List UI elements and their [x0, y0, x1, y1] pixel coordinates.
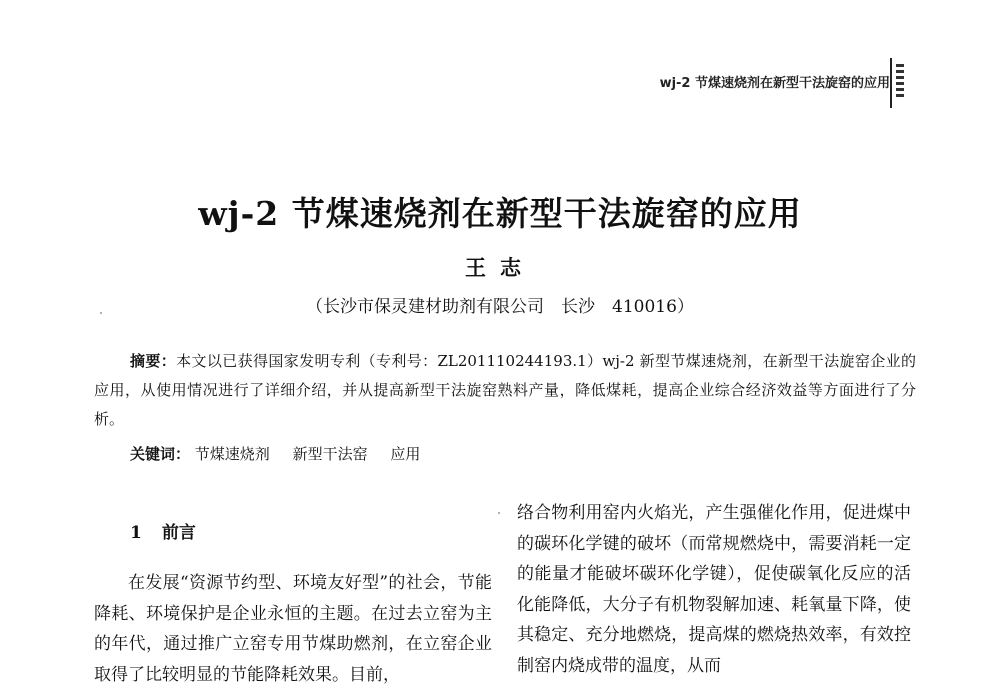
- body-paragraph: 络合物利用窑内火焰光，产生强催化作用，促进煤中的碳环化学键的破坏（而常规燃烧中，需要消耗一定的能量才能破坏碳环化学键），促使碳氧化反应的活化能降低，大分子有机物裂解加速、耗氧量下降，使其稳定、充分地燃烧，提高煤的燃烧热效率，有效控制窑内烧成带的温度，从而: [517, 503, 911, 676]
- keywords-label: 关键词：: [130, 445, 191, 463]
- keyword-item: 应用: [390, 445, 421, 463]
- running-header: wj-2 节煤速烧剂在新型干法旋窑的应用: [659, 76, 890, 91]
- scan-speck: [100, 312, 102, 314]
- body-paragraph: 在发展“资源节约型、环境友好型”的社会，节能降耗、环境保护是企业永恒的主题。在过去立窑为主的年代，通过推广立窑专用节煤助燃剂，在立窑企业取得了比较明显的节能降耗效果。目前，: [94, 573, 492, 685]
- keywords: [130, 443, 910, 464]
- header-mark: [896, 64, 904, 100]
- section-heading: [130, 518, 492, 542]
- keyword-item: 节煤速烧剂: [194, 445, 270, 463]
- abstract-text: 本文以已获得国家发明专利（专利号：ZL201110244193.1）wj-2 新型节煤速烧剂，在新型干法旋窑企业的应用，从使用情况进行了详细介绍，并从提高新型干法旋窑熟料产量，降低煤耗，提高企业综合经济效益等方面进行了分析。: [94, 352, 916, 428]
- paper-title: wj-2 节煤速烧剂在新型干法旋窑的应用: [198, 194, 802, 233]
- scan-speck: [498, 512, 500, 514]
- header-rule: [890, 58, 908, 108]
- section-title: 前言: [161, 523, 196, 543]
- author: 王志: [465, 255, 535, 280]
- section-number: 1: [130, 523, 142, 543]
- keyword-item: 新型干法窑: [292, 445, 368, 463]
- abstract-label: 摘要：: [130, 352, 177, 370]
- affiliation: （长沙市保灵建材助剂有限公司 长沙 410016）: [306, 297, 694, 317]
- left-column: [94, 518, 492, 690]
- abstract: [94, 347, 916, 434]
- right-column: [517, 498, 911, 681]
